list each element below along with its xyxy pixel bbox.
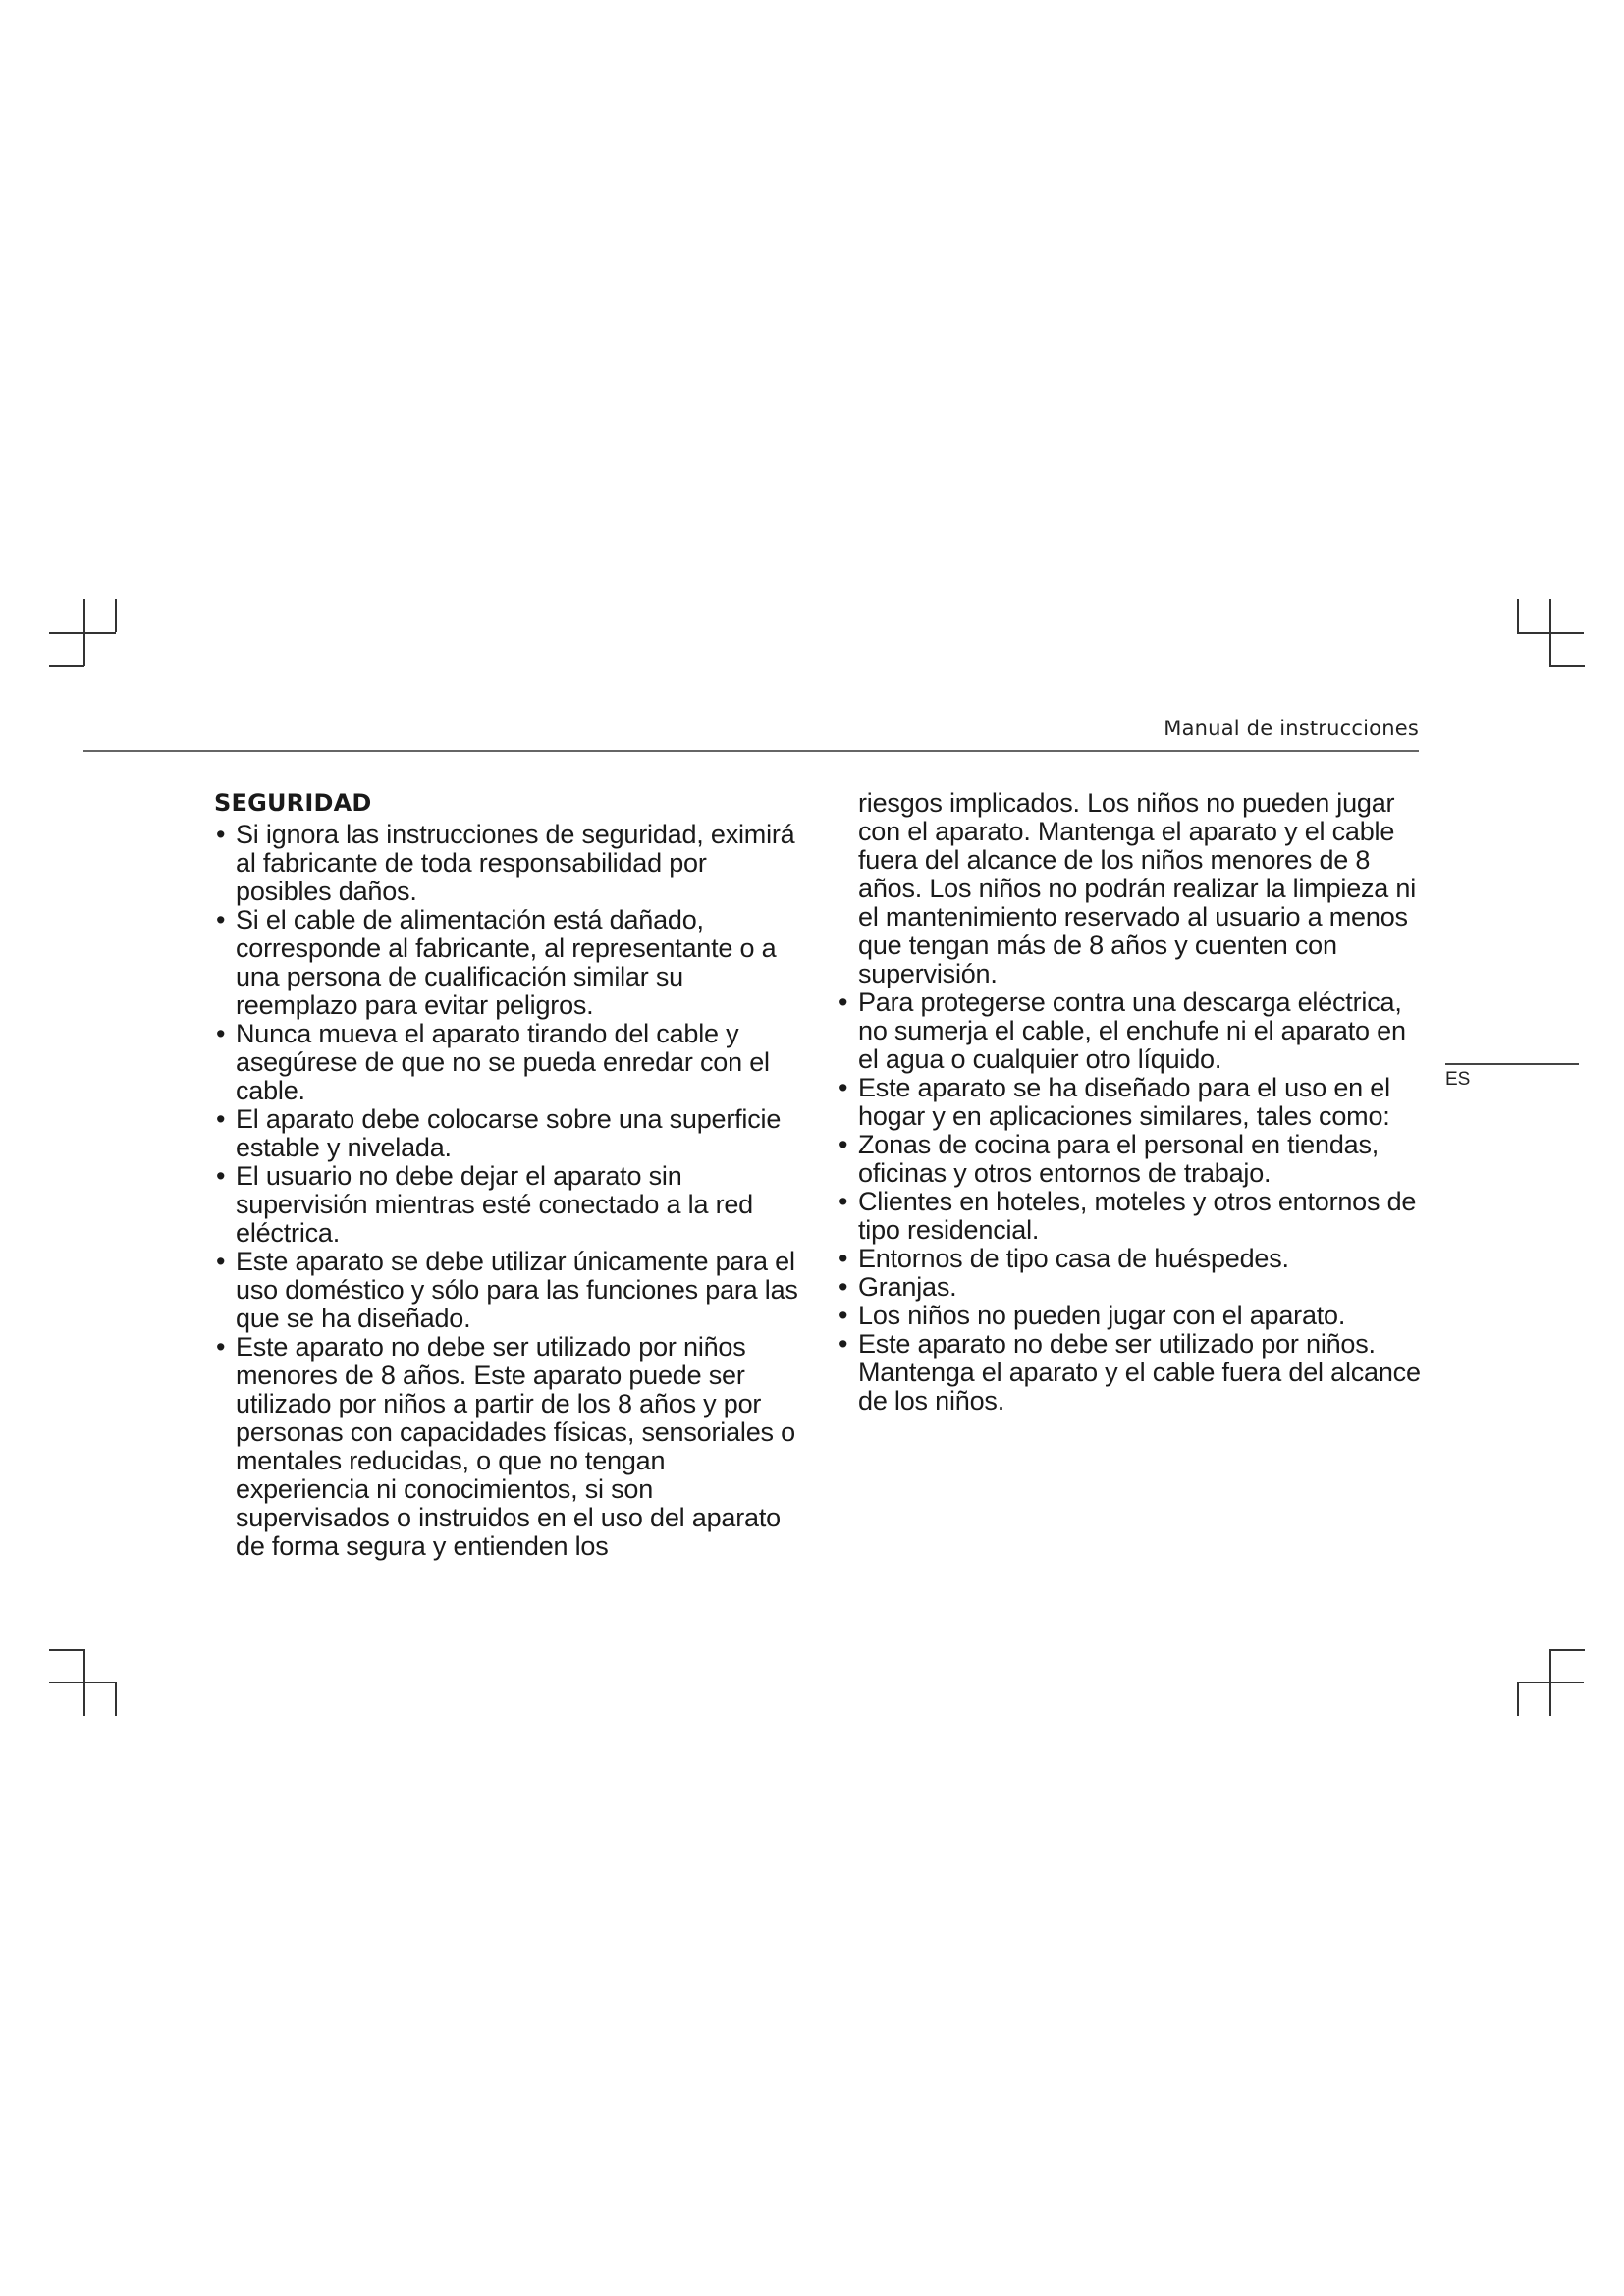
bullet-item-text: Nunca mueva el aparato tirando del cable y asegúrese de que no se pueda enredar con el cable.	[236, 1019, 770, 1105]
bullet-item	[214, 821, 803, 906]
bullet-item	[214, 1020, 803, 1105]
bullet-item	[837, 1302, 1426, 1330]
bullet-item	[837, 988, 1426, 1074]
left-bullet-list	[214, 821, 803, 1561]
bullet-item-text: Granjas.	[858, 1272, 957, 1302]
language-tab-rule	[1445, 1063, 1579, 1065]
bullet-item	[837, 1074, 1426, 1131]
bullet-item-text: Este aparato no debe ser utilizado por niños. Mantenga el aparato y el cable fuera del alcance de los niños.	[858, 1329, 1421, 1415]
bullet-icon: •	[839, 1329, 848, 1359]
bullet-item-text: Clientes en hoteles, moteles y otros entornos de tipo residencial.	[858, 1187, 1417, 1245]
bullet-icon: •	[216, 1332, 226, 1362]
bullet-item-text: El aparato debe colocarse sobre una superficie estable y nivelada.	[236, 1104, 782, 1162]
bullet-item	[837, 1131, 1426, 1188]
bullet-icon: •	[839, 1073, 848, 1102]
bullet-item-text: Este aparato no debe ser utilizado por niños menores de 8 años. Este aparato puede ser utilizado por niños a partir de los 8 años y por personas con capacidades físicas, sensoriales o mentales reducidas, o que no tengan experiencia ni conocimientos, si son supervisados o instruidos en el uso del aparato de forma segura y entienden los	[236, 1332, 795, 1561]
header-rule	[83, 750, 1419, 752]
bullet-icon: •	[839, 1301, 848, 1330]
right-column	[837, 789, 1426, 1415]
bullet-item-text: Este aparato se ha diseñado para el uso en el hogar y en aplicaciones similares, tales como:	[858, 1073, 1390, 1131]
bullet-item-text: Entornos de tipo casa de huéspedes.	[858, 1244, 1289, 1273]
bullet-item	[837, 1245, 1426, 1273]
bullet-icon: •	[216, 1247, 226, 1276]
bullet-icon: •	[839, 1244, 848, 1273]
language-tab	[1445, 1063, 1579, 1091]
bullet-item	[837, 1188, 1426, 1245]
bullet-icon: •	[216, 1019, 226, 1048]
bullet-item-text: Para protegerse contra una descarga eléctrica, no sumerja el cable, el enchufe ni el aparato en el agua o cualquier otro líquido.	[858, 988, 1406, 1074]
bullet-item	[837, 1273, 1426, 1302]
bullet-icon: •	[216, 1104, 226, 1134]
bullet-item-text: Zonas de cocina para el personal en tiendas, oficinas y otros entornos de trabajo.	[858, 1130, 1380, 1188]
bullet-icon: •	[839, 1272, 848, 1302]
bullet-item-text: Los niños no pueden jugar con el aparato.	[858, 1301, 1346, 1330]
running-header-title: Manual de instrucciones	[1164, 717, 1419, 740]
bullet-item-text: Este aparato se debe utilizar únicamente para el uso doméstico y sólo para las funciones para las que se ha diseñado.	[236, 1247, 798, 1333]
bullet-item	[214, 1333, 803, 1561]
bullet-icon: •	[839, 1130, 848, 1159]
bullet-item-text: El usuario no debe dejar el aparato sin supervisión mientras esté conectado a la red eléctrica.	[236, 1161, 753, 1248]
bullet-icon: •	[839, 1187, 848, 1216]
bullet-item	[214, 1162, 803, 1248]
bullet-icon: •	[216, 1161, 226, 1191]
bullet-item-text: Si el cable de alimentación está dañado, corresponde al fabricante, al representante o a una persona de cualificación similar su reemplazo para evitar peligros.	[236, 905, 777, 1020]
continuation-paragraph: riesgos implicados. Los niños no pueden jugar con el aparato. Mantenga el aparato y el cable fuera del alcance de los niños menores de 8 años. Los niños no podrán realizar la limpieza ni el mantenimiento reservado al usuario a menos que tengan más de 8 años y cuenten con supervisión.	[858, 788, 1417, 988]
bullet-icon: •	[839, 988, 848, 1017]
left-column	[214, 789, 803, 1561]
right-bullet-list	[837, 988, 1426, 1415]
bullet-item-text: Si ignora las instrucciones de seguridad, eximirá al fabricante de toda responsabilidad por posibles daños.	[236, 820, 795, 906]
section-heading: SEGURIDAD	[214, 789, 372, 817]
bullet-icon: •	[216, 905, 226, 934]
language-tab-label: ES	[1445, 1068, 1471, 1090]
bullet-item	[214, 1248, 803, 1333]
bullet-item	[214, 1105, 803, 1162]
bullet-icon: •	[216, 820, 226, 849]
bullet-item	[214, 906, 803, 1020]
bullet-item	[837, 1330, 1426, 1415]
